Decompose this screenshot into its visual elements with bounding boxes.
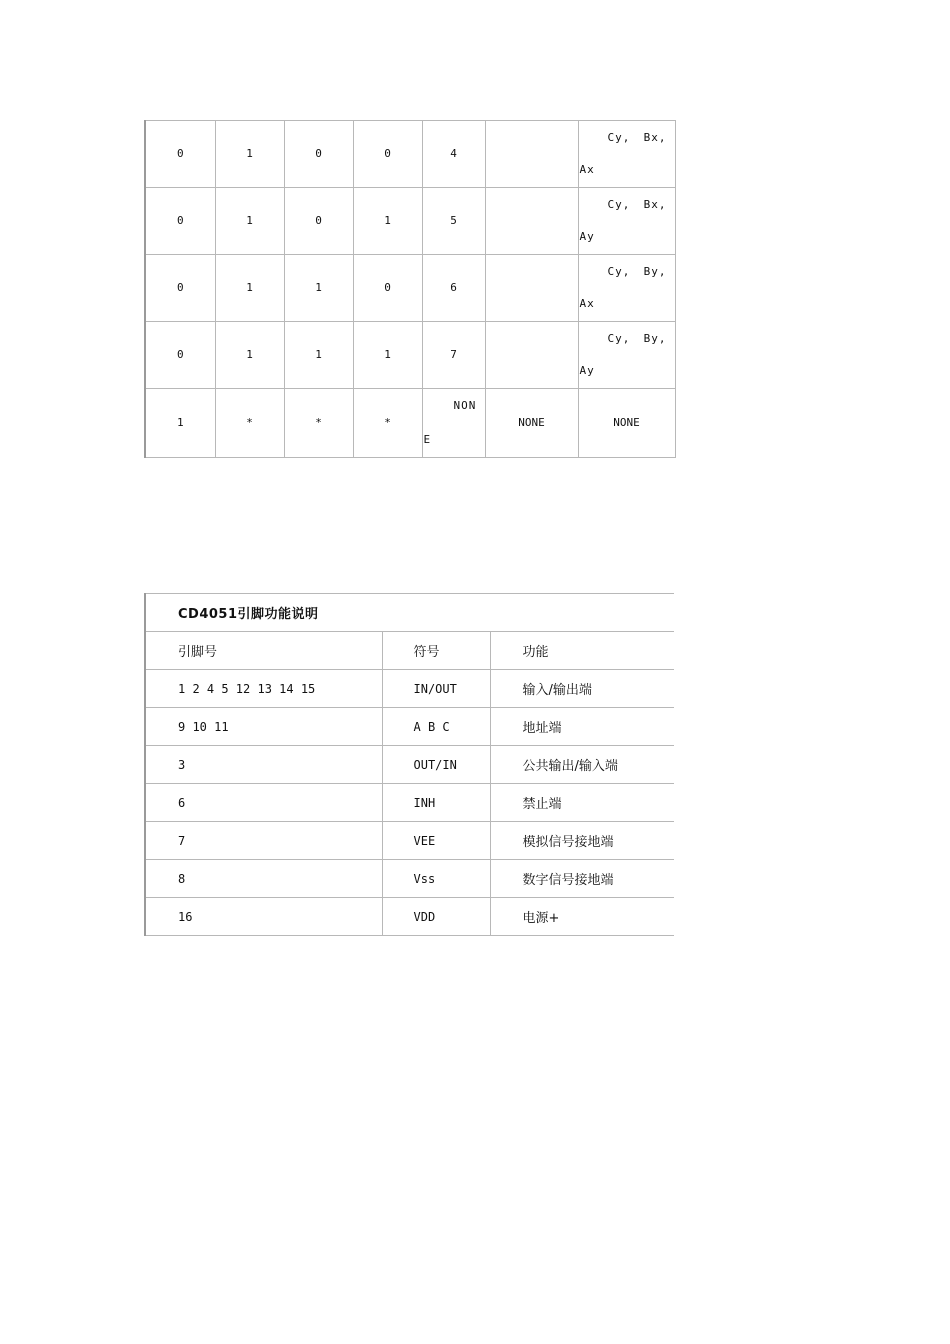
table-row: [145, 898, 674, 936]
table-cell: 5: [422, 188, 485, 255]
pin-number-cell: 8: [145, 860, 382, 898]
table-cell: [485, 255, 578, 322]
table-cell: 4: [422, 121, 485, 188]
table-cell: 0: [353, 121, 422, 188]
pin-function-table-frame: [144, 593, 674, 938]
table-cell: 7: [422, 322, 485, 389]
function-cell: 地址端: [490, 708, 674, 746]
symbol-cell: INH: [382, 784, 490, 822]
table-cell: 1: [284, 255, 353, 322]
table-header-row: [145, 632, 674, 670]
table-cell: Cy, By, Ax: [578, 255, 675, 322]
pin-function-table: [144, 593, 674, 936]
table-cell: *: [215, 389, 284, 458]
table-row: [145, 708, 674, 746]
table-cell: *: [353, 389, 422, 458]
column-header-symbol: 符号: [382, 632, 490, 670]
pin-number-cell: 6: [145, 784, 382, 822]
table-cell: 0: [284, 188, 353, 255]
column-header-function: 功能: [490, 632, 674, 670]
symbol-cell: A B C: [382, 708, 490, 746]
table-cell: [485, 188, 578, 255]
table-cell: Cy, Bx, Ay: [578, 188, 675, 255]
table-row: [145, 670, 674, 708]
table-cell: NONE: [422, 389, 485, 458]
table-cell: 0: [145, 188, 215, 255]
pin-number-cell: 1 2 4 5 12 13 14 15: [145, 670, 382, 708]
table-row: [145, 822, 674, 860]
table-cell: 1: [145, 389, 215, 458]
table-cell: 6: [422, 255, 485, 322]
table-cell: 1: [215, 188, 284, 255]
table-cell: *: [284, 389, 353, 458]
symbol-cell: IN/OUT: [382, 670, 490, 708]
symbol-cell: VDD: [382, 898, 490, 936]
column-header-pin-number: 引脚号: [145, 632, 382, 670]
table-cell: [485, 121, 578, 188]
truth-table: [144, 120, 676, 458]
table-cell: NONE: [485, 389, 578, 458]
table-cell: 1: [215, 255, 284, 322]
pin-number-cell: 7: [145, 822, 382, 860]
function-cell: 电源+: [490, 898, 674, 936]
table-row: [145, 255, 675, 322]
table-cell: 1: [215, 121, 284, 188]
symbol-cell: OUT/IN: [382, 746, 490, 784]
function-cell: 模拟信号接地端: [490, 822, 674, 860]
table-row: [145, 784, 674, 822]
symbol-cell: Vss: [382, 860, 490, 898]
table-cell: 0: [284, 121, 353, 188]
table-cell: [485, 322, 578, 389]
pin-number-cell: 9 10 11: [145, 708, 382, 746]
function-cell: 输入/输出端: [490, 670, 674, 708]
table-cell: 0: [145, 322, 215, 389]
function-cell: 数字信号接地端: [490, 860, 674, 898]
table-cell: Cy, By, Ay: [578, 322, 675, 389]
table-cell: 0: [145, 121, 215, 188]
symbol-cell: VEE: [382, 822, 490, 860]
pin-number-cell: 3: [145, 746, 382, 784]
table-row: [145, 121, 675, 188]
function-cell: 禁止端: [490, 784, 674, 822]
table-cell: NONE: [578, 389, 675, 458]
table-row: [145, 389, 675, 458]
table-title: CD4051引脚功能说明: [145, 594, 674, 632]
function-cell: 公共输出/输入端: [490, 746, 674, 784]
pin-number-cell: 16: [145, 898, 382, 936]
table-cell: 0: [145, 255, 215, 322]
table-cell: 1: [284, 322, 353, 389]
table-row: [145, 188, 675, 255]
table-cell: Cy, Bx, Ax: [578, 121, 675, 188]
table-cell: 1: [215, 322, 284, 389]
table-row: [145, 860, 674, 898]
table-cell: 1: [353, 188, 422, 255]
table-title-row: [145, 594, 674, 632]
table-row: [145, 746, 674, 784]
table-cell: 0: [353, 255, 422, 322]
table-row: [145, 322, 675, 389]
table-cell: 1: [353, 322, 422, 389]
